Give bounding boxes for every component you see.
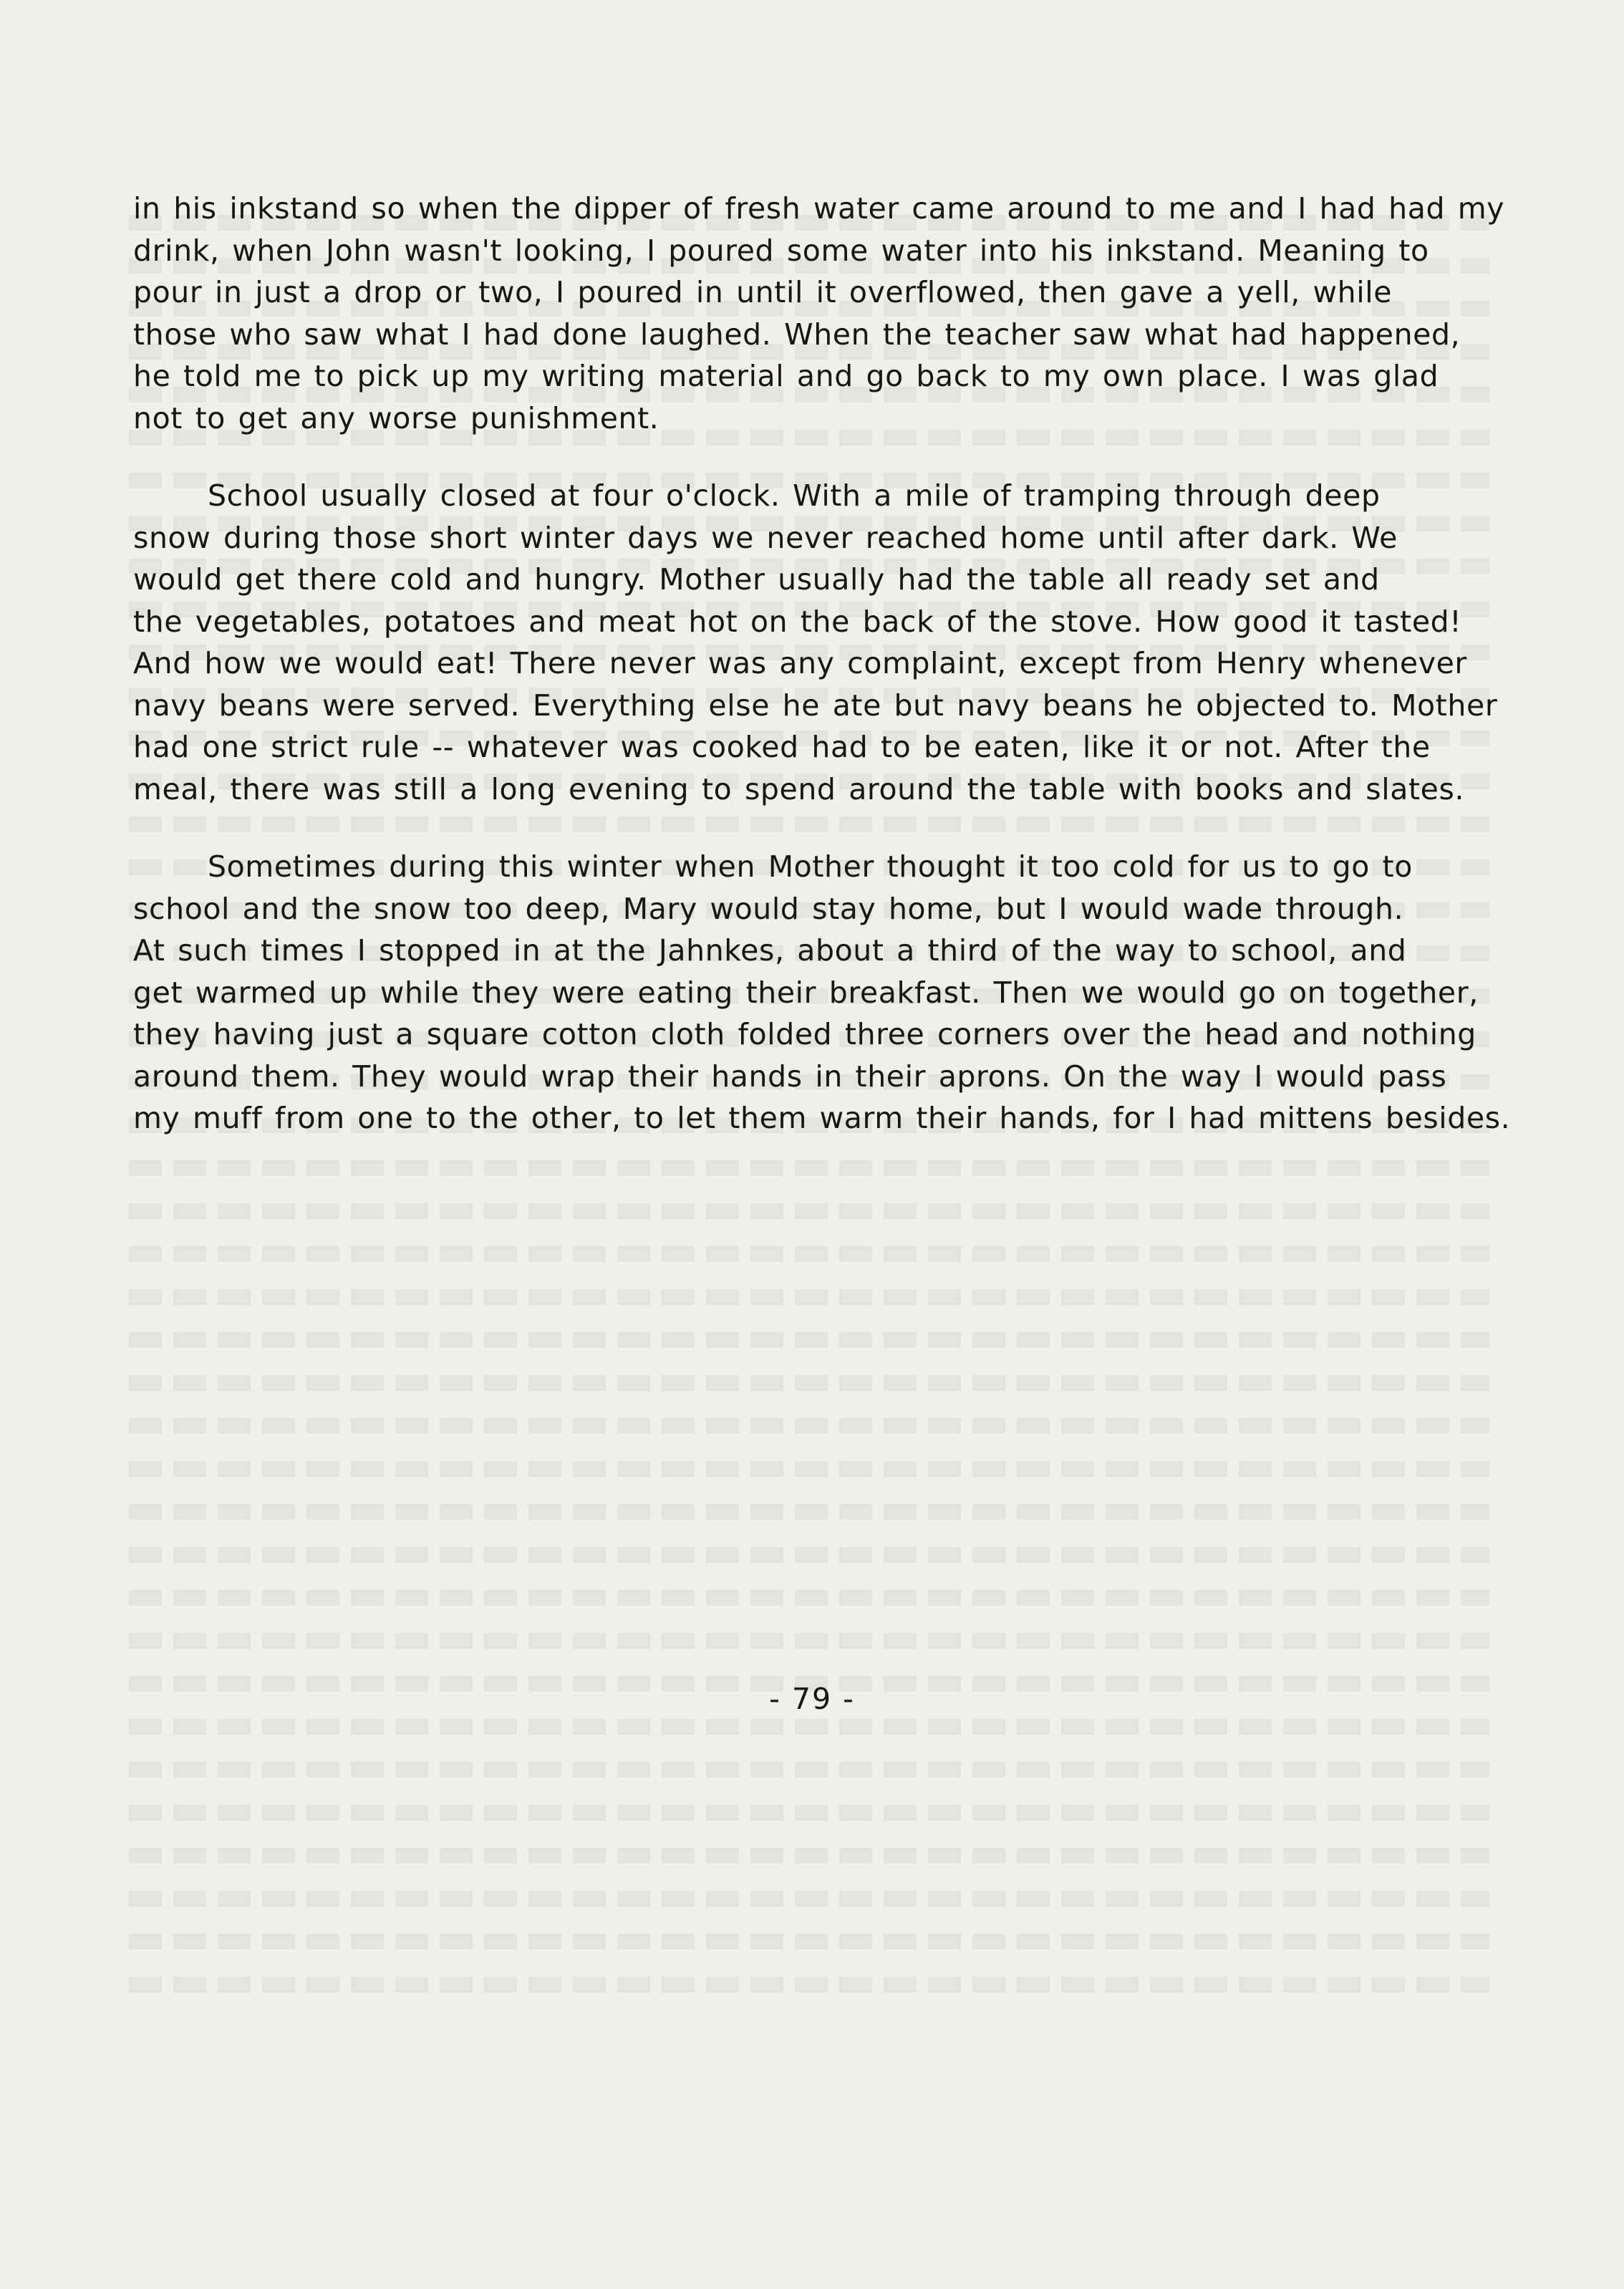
text-line: they having just a square cotton cloth folded three corners over the head and nothing: [133, 1017, 1476, 1051]
text-line: navy beans were served. Everything else he ate but navy beans he objected to. Mother: [133, 688, 1498, 723]
text-line: pour in just a drop or two, I poured in until it overflowed, then gave a yell, while: [133, 275, 1393, 309]
text-line: would get there cold and hungry. Mother usually had the table all ready set and: [133, 562, 1380, 597]
text-line: drink, when John wasn't looking, I poured some water into his inkstand. Meaning to: [133, 233, 1429, 268]
text-line: meal, there was still a long evening to spend around the table with books and slates.: [133, 771, 1465, 806]
text-line: school and the snow too deep, Mary would stay home, but I would wade through.: [133, 891, 1404, 926]
text-line: snow during those short winter days we never reached home until after dark. We: [133, 520, 1398, 555]
paragraph-1: [133, 188, 1515, 439]
text-line: my muff from one to the other, to let them warm their hands, for I had mittens besides.: [133, 1101, 1511, 1135]
text-line: School usually closed at four o'clock. With a mile of tramping through deep: [208, 478, 1381, 513]
text-line: the vegetables, potatoes and meat hot on the back of the stove. How good it tasted!: [133, 604, 1462, 639]
text-line: And how we would eat! There never was any complaint, except from Henry whenever: [133, 646, 1467, 680]
text-line: get warmed up while they were eating their breakfast. Then we would go on together,: [133, 975, 1479, 1010]
text-line: not to get any worse punishment.: [133, 400, 659, 435]
body-text: [133, 188, 1515, 1139]
page-number: - 79 -: [769, 1682, 855, 1716]
text-line: had one strict rule -- whatever was cooked had to be eaten, like it or not. After the: [133, 730, 1431, 764]
paragraph-gap: [133, 439, 1515, 475]
text-line: he told me to pick up my writing material and go back to my own place. I was glad: [133, 359, 1439, 393]
text-line: those who saw what I had done laughed. When the teacher saw what had happened,: [133, 317, 1461, 352]
text-line: in his inkstand so when the dipper of fresh water came around to me and I had had my: [133, 191, 1505, 226]
paragraph-3: [133, 846, 1515, 1139]
text-line: At such times I stopped in at the Jahnkes, about a third of the way to school, and: [133, 933, 1407, 968]
paragraph-2: [133, 475, 1515, 810]
text-line: around them. They would wrap their hands in their aprons. On the way I would pass: [133, 1059, 1447, 1094]
text-line: Sometimes during this winter when Mother thought it too cold for us to go to: [208, 849, 1413, 884]
paragraph-gap: [133, 810, 1515, 846]
